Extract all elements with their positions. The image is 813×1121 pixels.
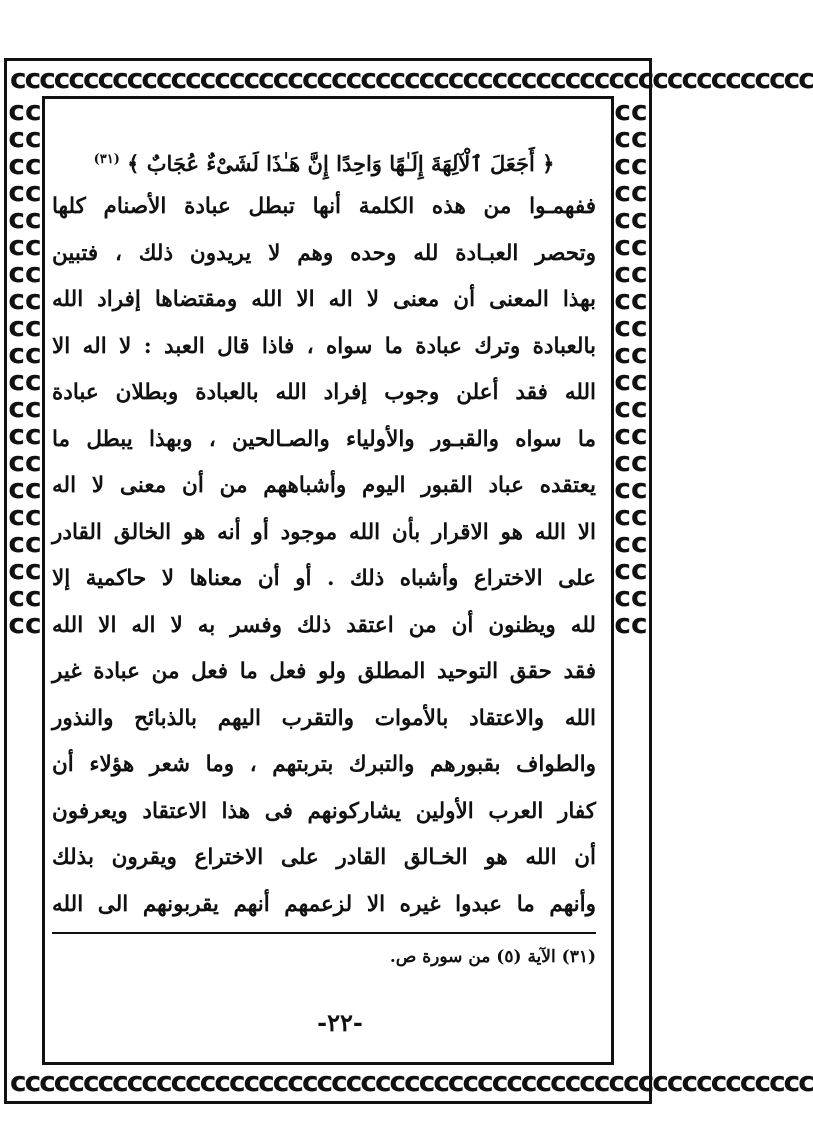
footnote: (٣١) الآية (٥) من سورة ص.: [389, 947, 596, 967]
ornament-border-bottom: ccccccccccccccccccccccccccccccccccccccccccccccccccccccc: [10, 1065, 813, 1098]
body-line: أن الله هو الخـالق القادر على الاختراع ويقرون بذلك: [52, 845, 596, 870]
body-line: وأنهم ما عبدوا غيره الا لزعمهم أنهم يقربونهم الى الله: [52, 891, 596, 917]
body-line: الله والاعتقاد بالأموات والتقرب اليهم بالذبائح والنذور: [52, 705, 596, 731]
verse-footnote-ref: (٣١): [93, 152, 120, 167]
body-line: كفار العرب الأولين يشاركونهم فى هذا الاعتقاد ويعرفون: [52, 798, 596, 824]
body-line: بالعبادة وترك عبادة ما سواه ، فاذا قال العبد : لا اله الا: [52, 333, 596, 359]
quran-verse: [52, 140, 596, 184]
body-line: وتحصر العبـادة لله وحده وهم لا يريدون ذلك ، فتبين: [52, 240, 596, 266]
ornament-border-top: ccccccccccccccccccccccccccccccccccccccccccccccccccccccc: [10, 62, 813, 95]
body-line: لله ويظنون أن من اعتقد ذلك وفسر به لا اله الا الله: [52, 612, 596, 638]
body-line: يعتقده عباد القبور اليوم وأشباههم من أن معنى لا اله: [52, 473, 596, 498]
page-content: [52, 140, 596, 928]
body-line: والطواف بقبورهم والتبرك بتربتهم ، وما شعر هؤلاء أن: [52, 752, 596, 777]
body-line: ما سواه والقبـور والأولياء والصـالحين ، وبهذا يبطل ما: [52, 426, 596, 452]
body-line: الله فقد أعلن وجوب إفراد الله بالعبادة وبطلان عبادة: [52, 380, 596, 405]
body-line: على الاختراع وأشباه ذلك . أو أن معناها لا حاكمية إلا: [52, 566, 596, 591]
body-line: فقد حقق التوحيد المطلق ولو فعل ما فعل من عبادة غير: [52, 659, 596, 684]
verse-text: ﴿ أَجَعَلَ ٱلْآلِهَةَ إِلَـٰهًا وَاحِدًا إِنَّ هَـٰذَا لَشَىْءٌ عُجَابٌ ﴾: [127, 151, 555, 176]
body-line: ففهمـوا من هذه الكلمة أنها تبطل عبادة الأصنام كلها: [52, 194, 596, 219]
body-line: الا الله هو الاقرار بأن الله موجود أو أنه هو الخالق القادر: [52, 519, 596, 545]
ornament-border-right: cccccccccccccccccccccccccccccccccccccccc: [614, 94, 648, 640]
page-number: -٢٢-: [317, 1008, 363, 1037]
footnote-divider: [52, 932, 596, 934]
body-line: بهذا المعنى أن معنى لا اله الا الله ومقتضاها إفراد الله: [52, 287, 596, 312]
ornament-border-left: cccccccccccccccccccccccccccccccccccccccc: [8, 94, 42, 640]
